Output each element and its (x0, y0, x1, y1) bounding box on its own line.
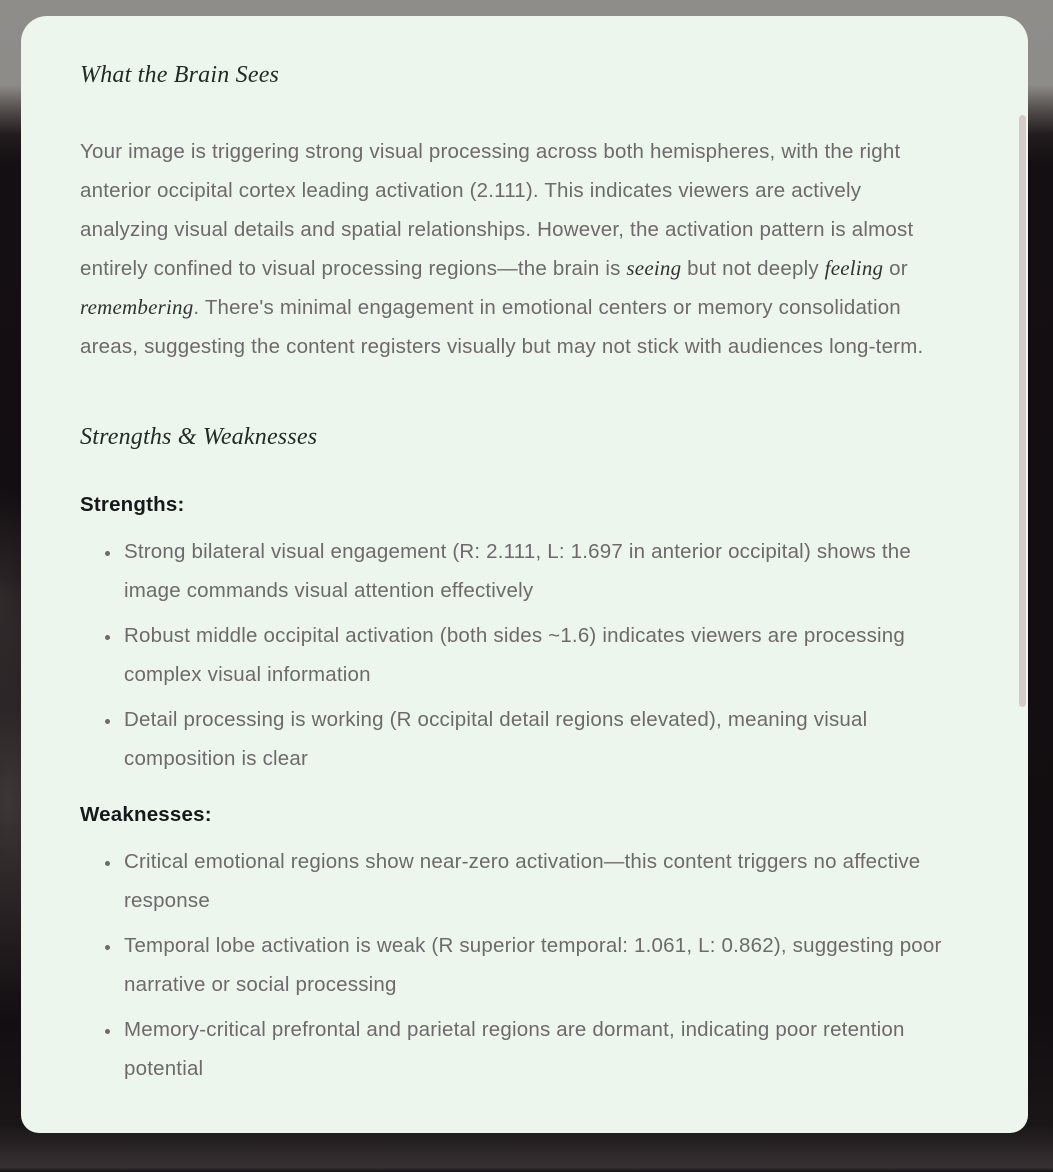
brain-analysis-paragraph (80, 132, 954, 366)
paragraph-text-part: but not deeply (681, 257, 825, 280)
section-title-what-the-brain-sees: What the Brain Sees (80, 62, 280, 88)
brain-analysis-modal (21, 16, 1028, 1133)
weaknesses-item: Critical emotional regions show near-zero activation—this content triggers no affective response (124, 842, 954, 920)
section-title-strengths-weaknesses: Strengths & Weaknesses (80, 424, 318, 450)
emphasis-feeling: feeling (824, 256, 884, 280)
paragraph-text-part: Your image is triggering strong visual processing across both hemispheres, with the right anterior occipital cortex leading activation (2.111). This indicates viewers are actively analyzing visual details and spatial relationships. However, the activation pattern is almost entirely confined to visual processing regions—the brain is (80, 140, 914, 280)
emphasis-seeing: seeing (626, 256, 682, 280)
strengths-label: Strengths: (80, 493, 185, 516)
paragraph-text-part: . There's minimal engagement in emotional centers or memory consolidation areas, suggesting the content registers visually but may not stick with audiences long-term. (80, 296, 924, 358)
weaknesses-label: Weaknesses: (80, 803, 212, 826)
strengths-item: Robust middle occipital activation (both sides ~1.6) indicates viewers are processing complex visual information (124, 616, 954, 694)
strengths-item: Strong bilateral visual engagement (R: 2.111, L: 1.697 in anterior occipital) shows the image commands visual attention effectively (124, 532, 954, 610)
weaknesses-item: Memory-critical prefrontal and parietal regions are dormant, indicating poor retention potential (124, 1010, 954, 1088)
weaknesses-list (80, 842, 954, 1088)
strengths-item: Detail processing is working (R occipital detail regions elevated), meaning visual composition is clear (124, 700, 954, 778)
strengths-list (80, 532, 954, 778)
scrollbar-thumb[interactable] (1019, 115, 1026, 707)
emphasis-remembering: remembering (80, 295, 194, 319)
paragraph-text-part: or (883, 257, 908, 280)
weaknesses-item: Temporal lobe activation is weak (R superior temporal: 1.061, L: 0.862), suggesting poor narrative or social processing (124, 926, 954, 1004)
